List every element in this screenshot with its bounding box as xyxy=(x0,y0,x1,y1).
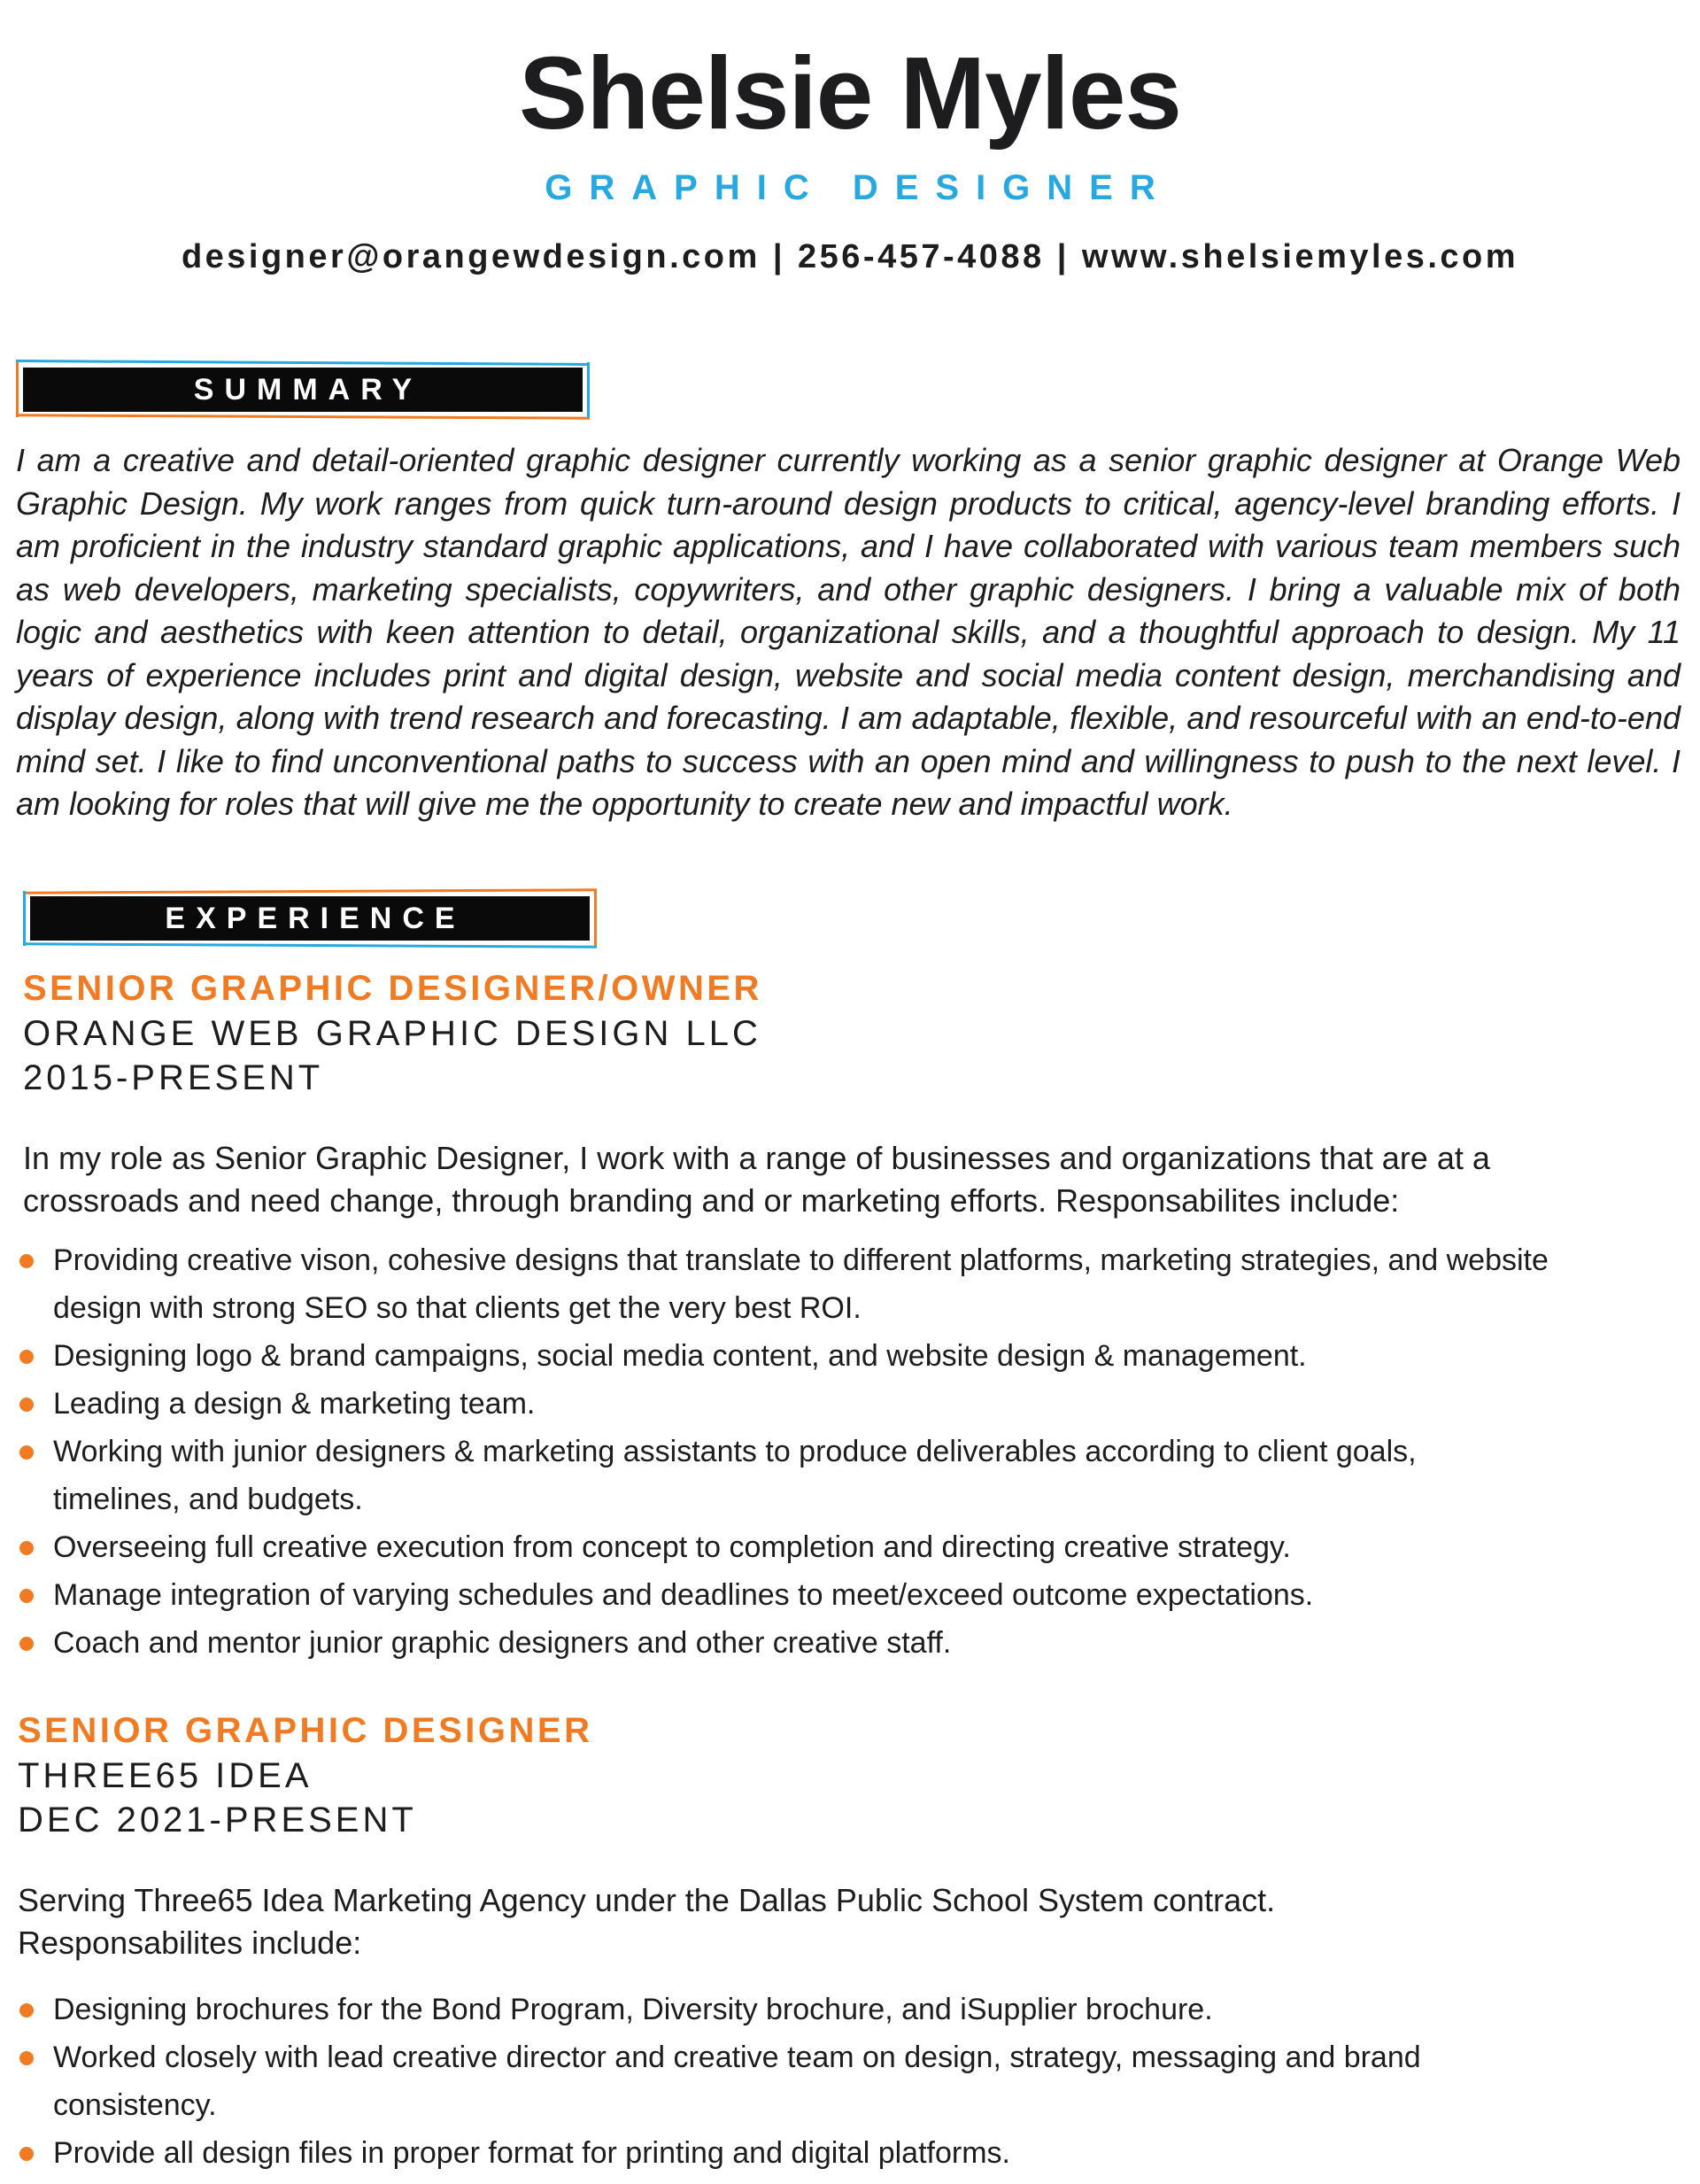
experience-heading: EXPERIENCE xyxy=(165,901,466,935)
bullet-dot-icon xyxy=(19,2003,34,2017)
tag-orange-line xyxy=(16,414,590,419)
job-dates: DEC 2021-PRESENT xyxy=(18,1801,417,1839)
bullet-dot-icon xyxy=(19,1589,34,1603)
bullet-dot-icon xyxy=(19,1541,34,1555)
list-item xyxy=(16,2033,1468,2129)
summary-text: I am a creative and detail-oriented graphic designer currently working as a senior graphic designer at Orange Web Graphic Design. My work ranges from quick turn-around design products to critical, agency-level branding efforts. I am proficient in the industry standard graphic applications, and I have collaborated with various team members such as web developers, marketing specialists, copywriters, and other graphic designers. I bring a valuable mix of both logic and aesthetics with keen attention to detail, organizational skills, and a thoughtful approach to design. My 11 years of experience includes print and digital design, website and social media content design, merchandising and display design, along with trend research and forecasting. I am adaptable, flexible, and resourceful with an end-to-end mind set. I like to find unconventional paths to success with an open mind and willingness to push to the next level. I am looking for roles that will give me the opportunity to create new and impactful work. xyxy=(16,442,1681,822)
list-item-text: Designing logo & brand campaigns, social media content, and website design & management. xyxy=(53,1339,1307,1373)
list-item-text: Overseeing full creative execution from concept to completion and directing creative strategy. xyxy=(53,1530,1291,1564)
list-item xyxy=(16,1332,1627,1380)
list-item-text: Manage integration of varying schedules and deadlines to meet/exceed outcome expectations. xyxy=(53,1578,1314,1612)
candidate-title: GRAPHIC DESIGNER xyxy=(545,168,1172,207)
job-dates: 2015-PRESENT xyxy=(23,1058,324,1097)
list-item-text: Worked closely with lead creative director and creative team on design, strategy, messaging and brand consistency. xyxy=(53,2041,1421,2122)
list-item xyxy=(16,1523,1627,1571)
bullet-dot-icon xyxy=(19,2147,34,2161)
list-item xyxy=(16,1236,1627,1332)
bullet-dot-icon xyxy=(19,1350,34,1364)
list-item-text: Working with junior designers & marketing assistants to produce deliverables according to client goals, timelines, and budgets. xyxy=(53,1435,1417,1516)
bullet-dot-icon xyxy=(19,1254,34,1268)
job-title: SENIOR GRAPHIC DESIGNER xyxy=(18,1711,593,1750)
job-company: THREE65 IDEA xyxy=(18,1756,313,1795)
job-intro: In my role as Senior Graphic Designer, I work with a range of businesses and organizations that are at a crossroads and need change, through branding and or marketing efforts. Responsabilites include: xyxy=(23,1140,1490,1219)
job-company: ORANGE WEB GRAPHIC DESIGN LLC xyxy=(23,1014,761,1053)
resume-header xyxy=(0,35,1700,278)
bullet-dot-icon xyxy=(19,1445,34,1460)
list-item xyxy=(16,1986,1468,2033)
contact-line: designer@orangewdesign.com | 256-457-4088 | www.shelsiemyles.com xyxy=(181,238,1519,275)
list-item-text: Providing creative vison, cohesive designs that translate to different platforms, marketing strategies, and website design with strong SEO so that clients get the very best ROI. xyxy=(53,1243,1549,1325)
list-item xyxy=(16,1619,1627,1667)
list-item xyxy=(16,1428,1627,1523)
job-title: SENIOR GRAPHIC DESIGNER/OWNER xyxy=(23,969,762,1008)
list-item xyxy=(16,1571,1627,1619)
bullet-dot-icon xyxy=(19,1398,34,1412)
bullet-dot-icon xyxy=(19,2051,34,2065)
tag-blue-line xyxy=(23,942,597,948)
candidate-name: Shelsie Myles xyxy=(519,35,1181,151)
job-entry xyxy=(0,1709,1700,2177)
responsibilities-list xyxy=(0,1986,1468,2177)
list-item-text: Coach and mentor junior graphic designers and other creative staff. xyxy=(53,1626,952,1660)
summary-heading: SUMMARY xyxy=(193,372,423,407)
job-entry xyxy=(0,967,1700,1667)
bullet-dot-icon xyxy=(19,1637,34,1651)
list-item xyxy=(16,2129,1468,2177)
list-item xyxy=(16,1380,1627,1428)
experience-heading-tag xyxy=(23,887,597,949)
list-item-text: Leading a design & marketing team. xyxy=(53,1387,536,1421)
job-intro: Serving Three65 Idea Marketing Agency under the Dallas Public School System contract. Responsabilites include: xyxy=(18,1882,1276,1961)
summary-heading-tag xyxy=(16,359,590,421)
list-item-text: Provide all design files in proper format for printing and digital platforms. xyxy=(53,2136,1010,2170)
list-item-text: Designing brochures for the Bond Program, Diversity brochure, and iSupplier brochure. xyxy=(53,1993,1213,2026)
responsibilities-list xyxy=(0,1236,1627,1667)
tag-orange-line xyxy=(23,888,597,894)
tag-blue-line xyxy=(16,360,590,366)
